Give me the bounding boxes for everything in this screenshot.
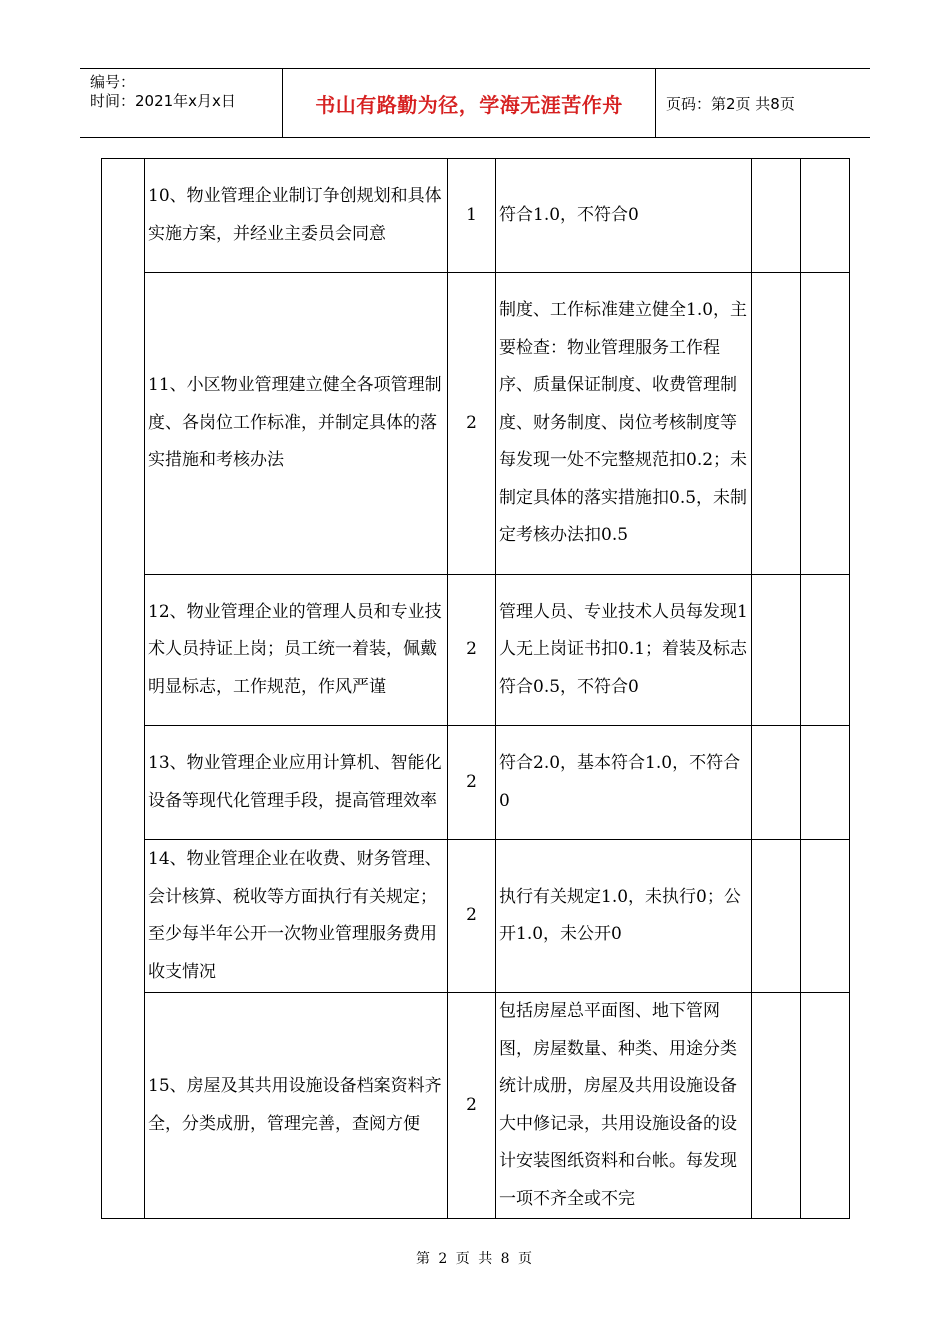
review-score-cell <box>801 840 850 993</box>
header-meta <box>80 69 283 137</box>
score-value: 1 <box>448 159 496 273</box>
table-row <box>102 159 850 273</box>
category-cell <box>102 159 145 1219</box>
page-footer: 第 2 页 共 8 页 <box>415 1251 535 1267</box>
scoring-criteria: 管理人员、专业技术人员每发现1人无上岗证书扣0.1；着装及标志符合0.5，不符合0 <box>496 575 752 726</box>
assessment-item: 15、房屋及其共用设施设备档案资料齐全，分类成册，管理完善，查阅方便 <box>145 993 448 1219</box>
scoring-criteria: 制度、工作标准建立健全1.0，主要检查：物业管理服务工作程序、质量保证制度、收费管理制度、财务制度、岗位考核制度等每发现一处不完整规范扣0.2；未制定具体的落实措施扣0.5，未制定考核办法扣0.5 <box>496 273 752 575</box>
header-slogan: 书山有路勤为径，学海无涯苦作舟 <box>283 69 656 137</box>
assessment-item: 11、小区物业管理建立健全各项管理制度、各岗位工作标准，并制定具体的落实措施和考核办法 <box>145 273 448 575</box>
score-value: 2 <box>448 273 496 575</box>
table-row <box>102 726 850 840</box>
scoring-criteria: 符合1.0，不符合0 <box>496 159 752 273</box>
assessment-item: 12、物业管理企业的管理人员和专业技术人员持证上岗；员工统一着装，佩戴明显标志，工作规范，作风严谨 <box>145 575 448 726</box>
review-score-cell <box>801 273 850 575</box>
header-page-info: 页码：第2页 共8页 <box>666 94 795 113</box>
review-score-cell <box>801 575 850 726</box>
review-score-cell <box>801 159 850 273</box>
table-row <box>102 993 850 1219</box>
self-assessment-cell <box>752 159 801 273</box>
assessment-item: 14、物业管理企业在收费、财务管理、会计核算、税收等方面执行有关规定；至少每半年公开一次物业管理服务费用收支情况 <box>145 840 448 993</box>
document-time-label: 时间：2021年x月x日 <box>90 92 236 110</box>
assessment-item: 10、物业管理企业制订争创规划和具体实施方案，并经业主委员会同意 <box>145 159 448 273</box>
scoring-criteria: 包括房屋总平面图、地下管网图，房屋数量、种类、用途分类统计成册，房屋及共用设施设备大中修记录，共用设施设备的设计安装图纸资料和台帐。每发现一项不齐全或不完 <box>496 993 752 1219</box>
scoring-criteria: 符合2.0，基本符合1.0，不符合0 <box>496 726 752 840</box>
page-header <box>80 68 870 138</box>
self-assessment-cell <box>752 840 801 993</box>
review-score-cell <box>801 993 850 1219</box>
assessment-item: 13、物业管理企业应用计算机、智能化设备等现代化管理手段，提高管理效率 <box>145 726 448 840</box>
score-value: 2 <box>448 726 496 840</box>
self-assessment-cell <box>752 575 801 726</box>
score-value: 2 <box>448 840 496 993</box>
self-assessment-cell <box>752 993 801 1219</box>
scoring-criteria: 执行有关规定1.0，未执行0；公开1.0，未公开0 <box>496 840 752 993</box>
self-assessment-cell <box>752 273 801 575</box>
table-row <box>102 273 850 575</box>
document-number-label: 编号： <box>90 73 136 91</box>
review-score-cell <box>801 726 850 840</box>
score-value: 2 <box>448 993 496 1219</box>
table-row <box>102 575 850 726</box>
self-assessment-cell <box>752 726 801 840</box>
score-value: 2 <box>448 575 496 726</box>
assessment-table <box>101 158 850 1219</box>
table-row <box>102 840 850 993</box>
